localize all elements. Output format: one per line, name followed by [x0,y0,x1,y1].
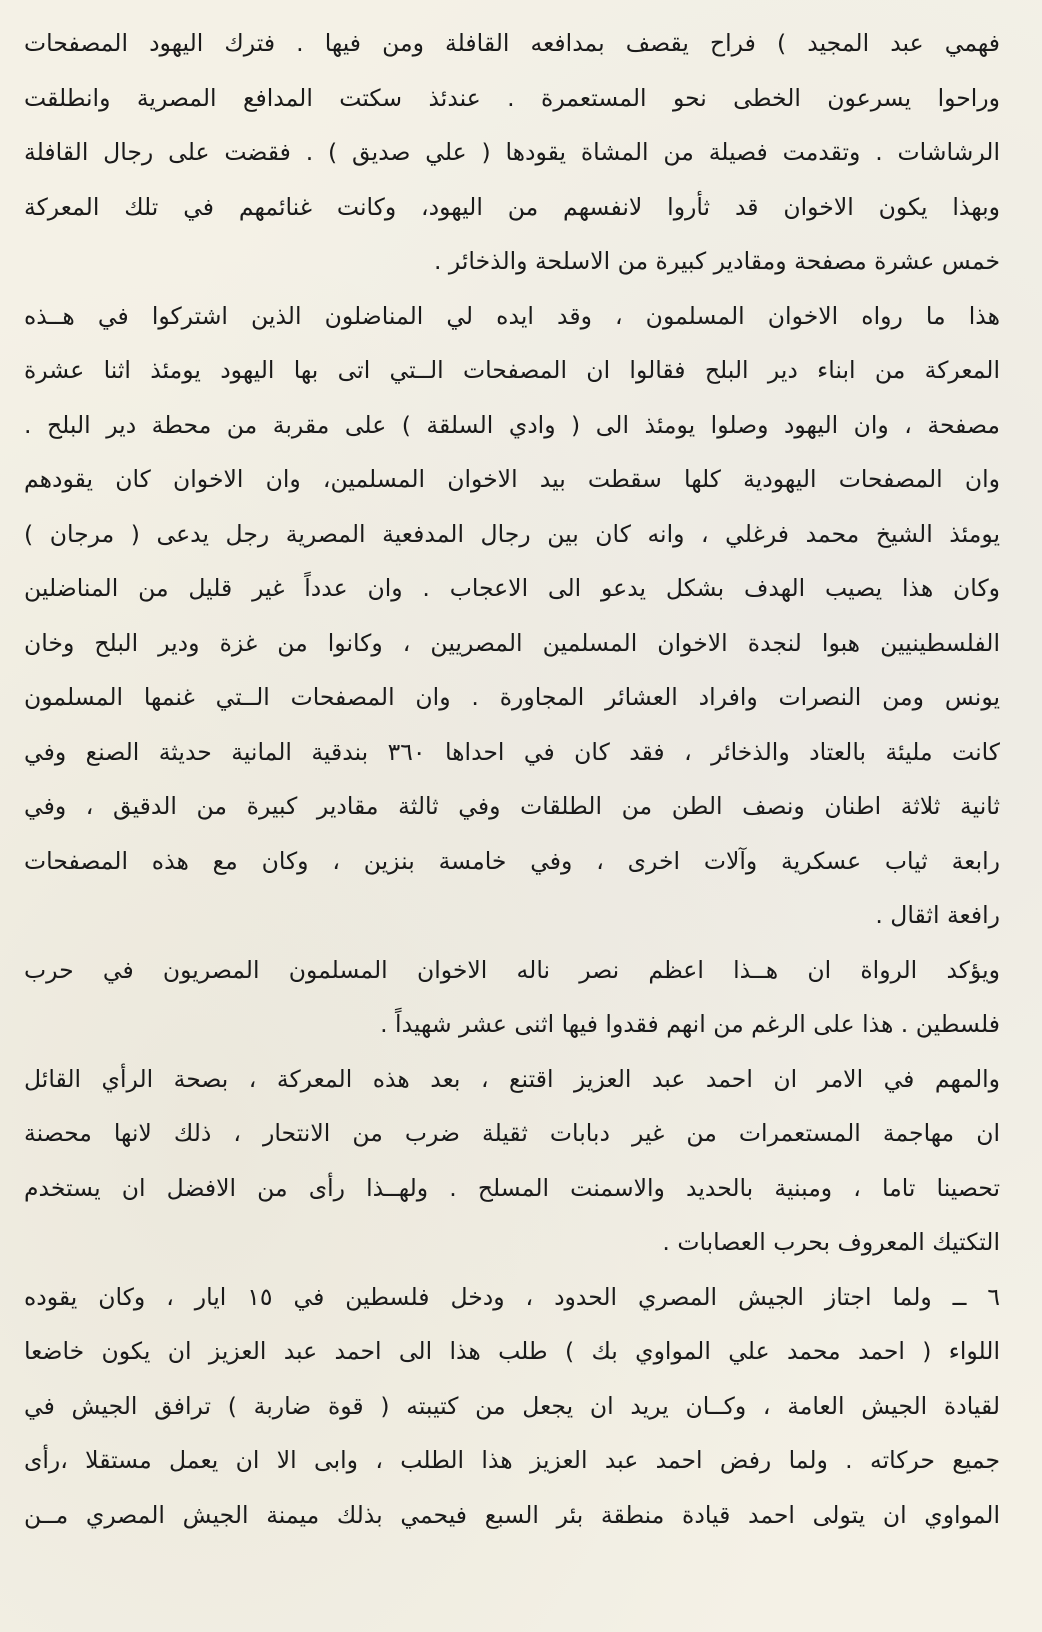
text-line: ويؤكد الرواة ان هــذا اعظم نصر ناله الاخوان المسلمون المصريون في حرب [24,955,1000,984]
text-line: الفلسطينيين هبوا لنجدة الاخوان المسلمين المصريين ، وكانوا من غزة ودير البلح وخان [24,628,1000,657]
text-line: رافعة اثقال . [875,901,1000,929]
text-line: ان مهاجمة المستعمرات من غير دبابات ثقيلة ضرب من الانتحار ، ذلك لانها محصنة [24,1119,1000,1147]
text-line: وكان هذا يصيب الهدف بشكل يدعو الى الاعجاب . وان عدداً غير قليل من المناضلين [24,574,1000,602]
text-line: فهمي عبد المجيد ) فراح يقصف بمدافعه القافلة ومن فيها . فترك اليهود المصفحات [24,29,1000,57]
text-line: ٦ ــ ولما اجتاز الجيش المصري الحدود ، ودخل فلسطين في ١٥ ايار ، وكان يقوده [24,1282,1000,1311]
text-line: التكتيك المعروف بحرب العصابات . [662,1228,1000,1256]
text-line: يومئذ الشيخ محمد فرغلي ، وانه كان بين رجال المدفعية المصرية رجل يدعى ( مرجان ) [24,519,1000,548]
text-line: مصفحة ، وان اليهود وصلوا يومئذ الى ( وادي السلقة ) على مقربة من محطة دير البلح . [24,410,1000,439]
text-line: وبهذا يكون الاخوان قد ثأروا لانفسهم من اليهود، وكانت غنائمهم في تلك المعركة [24,192,1000,221]
text-line: جميع حركاته . ولما رفض احمد عبد العزيز هذا الطلب ، وابى الا ان يعمل مستقلا ،رأى [24,1446,1000,1474]
text-line: كانت مليئة بالعتاد والذخائر ، فقد كان في احداها ٣٦٠ بندقية المانية حديثة الصنع وفي [24,737,1000,766]
text-line: الرشاشات . وتقدمت فصيلة من المشاة يقودها ( علي صديق ) . فقضت على رجال القافلة [24,138,1000,166]
text-line: المواوي ان يتولى احمد قيادة منطقة بئر السبع فيحمي بذلك ميمنة الجيش المصري مــن [24,1500,1000,1529]
text-line: هذا ما رواه الاخوان المسلمون ، وقد ايده لي المناضلون الذين اشتركوا في هــذه [24,301,1000,330]
text-line: اللواء ( احمد محمد علي المواوي بك ) طلب هذا الى احمد عبد العزيز ان يكون خاضعا [24,1337,1000,1365]
text-line: وان المصفحات اليهودية كلها سقطت بيد الاخوان المسلمين، وان الاخوان كان يقودهم [24,465,1000,493]
text-line: يونس ومن النصرات وافراد العشائر المجاورة . وان المصفحات الــتي غنمها المسلمون [24,683,1000,711]
body-text [24,16,1000,1542]
text-line: خمس عشرة مصفحة ومقادير كبيرة من الاسلحة والذخائر . [433,247,1000,275]
text-line: المعركة من ابناء دير البلح فقالوا ان المصفحات الــتي اتى بها اليهود يومئذ اثنا عشرة [24,356,1000,384]
text-line: رابعة ثياب عسكرية وآلات اخرى ، وفي خامسة بنزين ، وكان مع هذه المصفحات [24,846,1000,875]
text-line: تحصينا تاما ، ومبنية بالحديد والاسمنت المسلح . ولهــذا رأى من الافضل ان يستخدم [24,1173,1000,1202]
text-line: وراحوا يسرعون الخطى نحو المستعمرة . عندئذ سكتت المدافع المصرية وانطلقت [24,83,1000,112]
text-line: والمهم في الامر ان احمد عبد العزيز اقتنع ، بعد هذه المعركة ، بصحة الرأي القائل [24,1064,1000,1093]
text-line: ثانية ثلاثة اطنان ونصف الطن من الطلقات وفي ثالثة مقادير كبيرة من الدقيق ، وفي [24,792,1000,820]
text-line: لقيادة الجيش العامة ، وكــان يريد ان يجعل من كتيبته ( قوة ضاربة ) ترافق الجيش في [24,1391,1000,1420]
text-line: فلسطين . هذا على الرغم من انهم فقدوا فيها اثنى عشر شهيداً . [380,1010,1000,1038]
